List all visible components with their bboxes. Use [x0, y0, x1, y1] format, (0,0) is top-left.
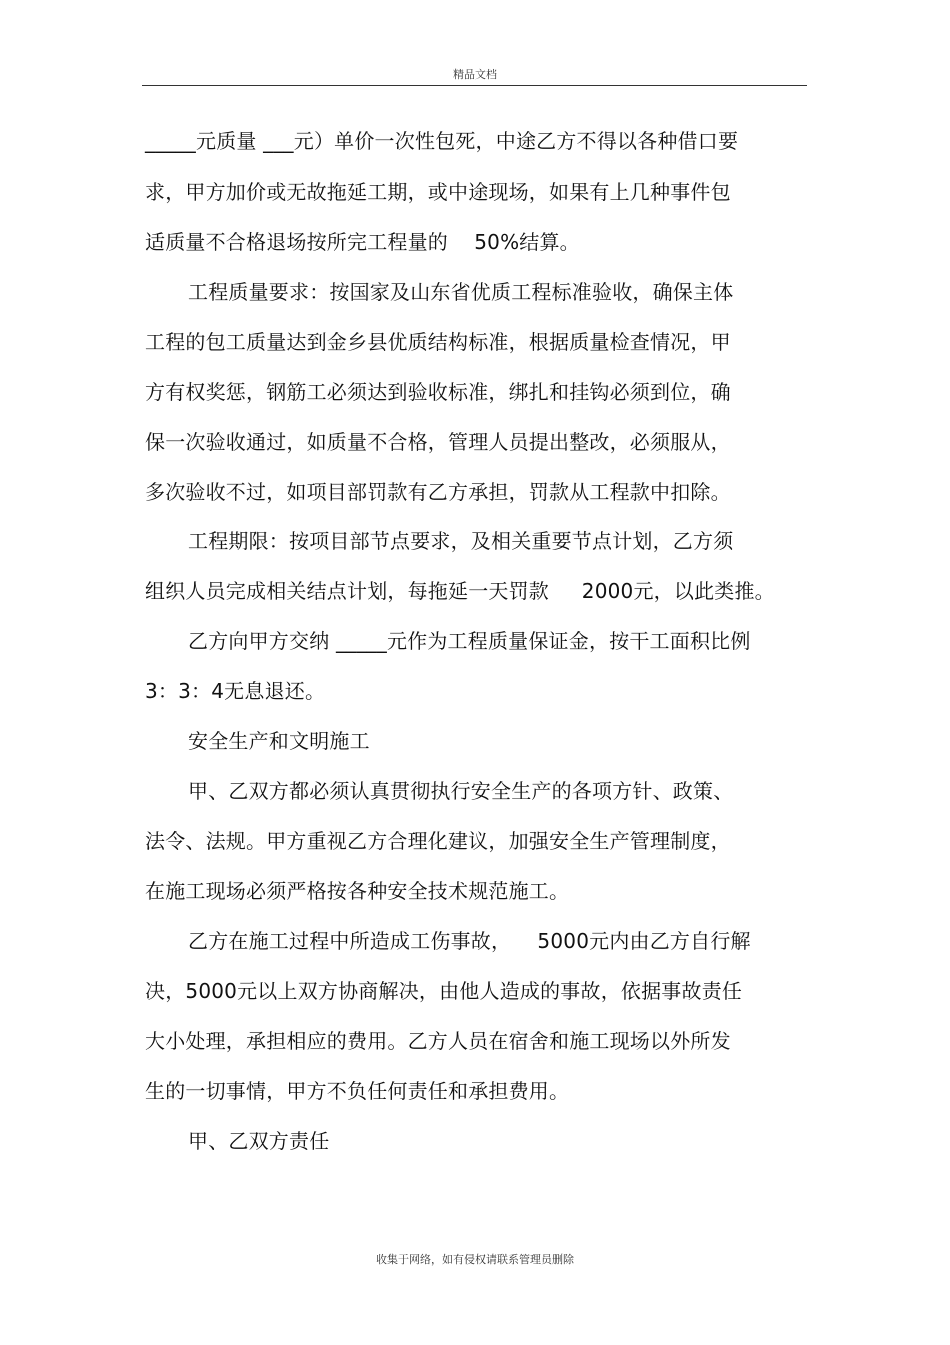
body-line: 法令、法规。甲方重视乙方合理化建议，加强安全生产管理制度，	[145, 829, 731, 853]
paragraph-first-line: 工程质量要求：按国家及山东省优质工程标准验收，确保主体	[188, 280, 734, 304]
body-line: 多次验收不过，如项目部罚款有乙方承担，罚款从工程款中扣除。	[145, 480, 731, 504]
body-line: 在施工现场必须严格按各种安全技术规范施工。	[145, 879, 570, 903]
header-divider	[142, 85, 807, 86]
body-line: 组织人员完成相关结点计划，每拖延一天罚款 2000元，以此类推。	[145, 579, 775, 603]
page-footer: 收集于网络，如有侵权请联系管理员删除	[376, 1253, 574, 1266]
body-line: 工程的包工质量达到金乡县优质结构标准，根据质量检查情况，甲	[145, 330, 731, 354]
body-line: _____元质量 ___元）单价一次性包死，中途乙方不得以各种借口要	[145, 129, 739, 153]
section-heading: 安全生产和文明施工	[188, 729, 370, 753]
paragraph-first-line: 乙方在施工过程中所造成工伤事故， 5000元内由乙方自行解	[188, 929, 751, 953]
body-line: 生的一切事情，甲方不负任何责任和承担费用。	[145, 1079, 570, 1103]
body-line: 大小处理，承担相应的费用。乙方人员在宿舍和施工现场以外所发	[145, 1029, 731, 1053]
paragraph-first-line: 工程期限：按项目部节点要求，及相关重要节点计划，乙方须	[188, 529, 734, 553]
body-line: 决，5000元以上双方协商解决，由他人造成的事故，依据事故责任	[145, 979, 743, 1003]
section-heading: 甲、乙双方责任	[188, 1129, 330, 1153]
page-header: 精品文档	[453, 68, 497, 81]
body-line: 保一次验收通过，如质量不合格，管理人员提出整改，必须服从，	[145, 430, 731, 454]
body-line: 适质量不合格退场按所完工程量的 50%结算。	[145, 230, 580, 254]
paragraph-first-line: 乙方向甲方交纳 _____元作为工程质量保证金，按干工面积比例	[188, 629, 751, 653]
body-line: 求，甲方加价或无故拖延工期，或中途现场，如果有上几种事件包	[145, 180, 731, 204]
body-line: 3：3：4无息退还。	[145, 679, 326, 703]
body-line: 方有权奖惩，钢筋工必须达到验收标准，绑扎和挂钩必须到位，确	[145, 380, 731, 404]
paragraph-first-line: 甲、乙双方都必须认真贯彻执行安全生产的各项方针、政策、	[188, 779, 734, 803]
